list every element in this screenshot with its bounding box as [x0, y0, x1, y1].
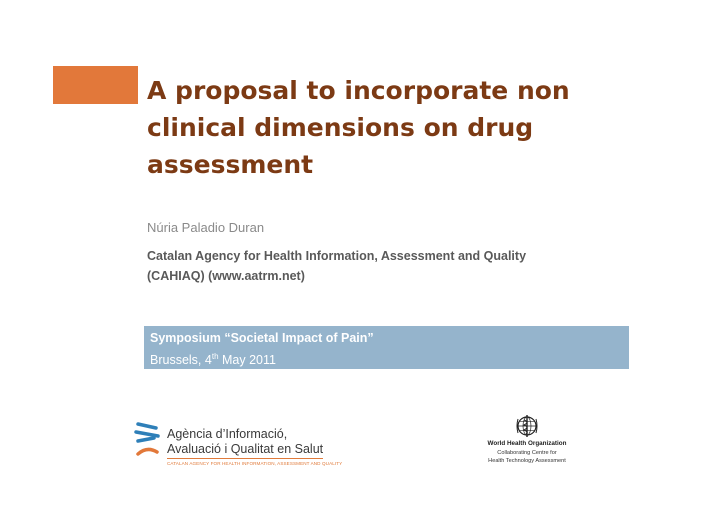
accent-block: [53, 66, 138, 104]
author-name: Núria Paladio Duran: [147, 220, 265, 235]
aiaqs-mark-icon: [133, 421, 163, 461]
who-cc-line1: Collaborating Centre for: [497, 450, 557, 456]
who-name: World Health Organization: [487, 440, 567, 447]
symposium-banner: [144, 326, 629, 369]
aiaqs-rule: [167, 458, 323, 459]
aiaqs-logo: [133, 421, 343, 471]
symposium-place-date: Brussels, 4th May 2011: [150, 352, 276, 368]
aiaqs-name-line1: Agència d’Informació,: [167, 427, 288, 441]
aiaqs-name-line2: Avaluació i Qualitat en Salut: [167, 442, 324, 456]
slide-title: A proposal to incorporate non clinical dimensions on drug assessment: [147, 76, 570, 179]
agency-affiliation: Catalan Agency for Health Information, Assessment and Quality (CAHIAQ) (www.aatrm.net): [147, 249, 527, 283]
who-logo: [482, 413, 572, 473]
who-emblem-icon: [514, 413, 540, 439]
symposium-title: Symposium “Societal Impact of Pain”: [150, 331, 374, 345]
aiaqs-subtitle: CATALAN AGENCY FOR HEALTH INFORMATION, ASSESSMENT AND QUALITY: [167, 461, 343, 466]
who-cc-line2: Health Technology Assessment: [488, 458, 566, 464]
